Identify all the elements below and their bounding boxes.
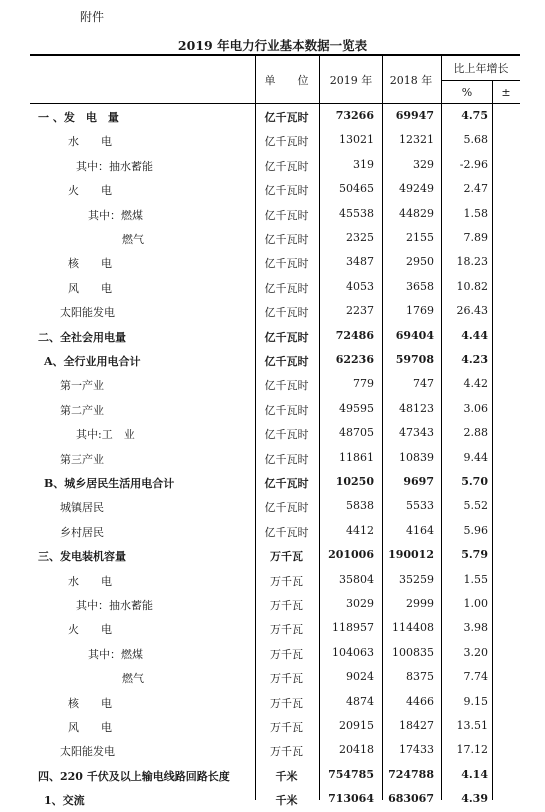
row-growth-percent: 1.55 — [463, 572, 488, 586]
row-value-2018: 2950 — [406, 255, 434, 269]
row-value-2019: 4053 — [346, 279, 374, 293]
row-value-2018: 4466 — [406, 694, 434, 708]
row-unit: 亿千瓦时 — [264, 233, 309, 246]
table-row — [30, 446, 520, 470]
row-value-2018: 44829 — [399, 206, 434, 220]
row-value-2019: 713064 — [328, 792, 374, 806]
row-value-2018: 8375 — [406, 670, 434, 684]
row-value-2019: 3487 — [346, 255, 374, 269]
row-growth-percent: 9.15 — [463, 694, 488, 708]
row-unit: 亿千瓦时 — [264, 452, 309, 466]
table-row — [30, 104, 520, 128]
row-unit: 亿千瓦时 — [264, 403, 309, 417]
row-growth-percent: 3.06 — [463, 401, 488, 415]
row-growth-percent: 5.79 — [461, 548, 488, 562]
header-percent: % — [461, 86, 473, 99]
row-value-2018: 724788 — [388, 767, 434, 781]
table-row — [30, 202, 520, 226]
table-row — [30, 543, 520, 567]
row-label: 乡村居民 — [60, 525, 104, 539]
row-label: 1、交流 — [44, 794, 85, 808]
row-unit: 千米 — [275, 769, 298, 783]
row-value-2019: 11861 — [339, 450, 374, 464]
row-label: 风 电 — [68, 281, 112, 295]
row-unit: 亿千瓦时 — [264, 525, 309, 539]
row-unit: 亿千瓦时 — [264, 501, 309, 515]
table-row — [30, 738, 520, 762]
row-value-2019: 754785 — [328, 767, 374, 781]
header-growth: 比上年增长 — [453, 62, 509, 75]
row-label: 火 电 — [68, 623, 112, 637]
row-growth-percent: 7.74 — [463, 670, 488, 684]
row-value-2018: 48123 — [399, 401, 434, 415]
row-value-2018: 69947 — [395, 109, 434, 122]
row-growth-percent: 3.20 — [463, 645, 488, 659]
row-label: 太阳能发电 — [60, 306, 115, 320]
row-unit: 亿千瓦时 — [264, 477, 309, 490]
row-unit: 万千瓦 — [270, 647, 303, 661]
row-growth-percent: 5.70 — [461, 475, 488, 488]
row-value-2019: 35804 — [339, 572, 374, 586]
table-row — [30, 153, 520, 177]
row-value-2018: 69404 — [395, 328, 434, 342]
row-unit: 亿千瓦时 — [264, 281, 309, 295]
row-growth-percent: -2.96 — [459, 157, 488, 171]
row-value-2019: 20915 — [339, 719, 374, 732]
row-unit: 万千瓦 — [270, 550, 303, 564]
row-growth-percent: 10.82 — [456, 279, 488, 293]
row-growth-percent: 4.23 — [461, 353, 488, 366]
row-value-2019: 9024 — [346, 670, 374, 684]
row-value-2018: 114408 — [392, 621, 434, 635]
table-row — [30, 348, 520, 372]
row-unit: 亿千瓦时 — [264, 379, 309, 393]
row-value-2018: 59708 — [395, 353, 434, 366]
row-value-2018: 10839 — [399, 450, 434, 464]
table-row — [30, 299, 520, 323]
table-row — [30, 250, 520, 274]
row-value-2019: 4874 — [346, 694, 374, 708]
table-row — [30, 714, 520, 738]
row-value-2018: 329 — [413, 157, 434, 171]
row-label: 其中：燃煤 — [88, 208, 143, 222]
row-unit: 万千瓦 — [270, 745, 303, 759]
row-unit: 万千瓦 — [270, 696, 303, 710]
row-value-2019: 13021 — [339, 133, 374, 147]
row-value-2019: 50465 — [339, 182, 374, 196]
table-row — [30, 128, 520, 152]
table-row — [30, 324, 520, 348]
row-unit: 亿千瓦时 — [264, 135, 309, 149]
row-value-2018: 5533 — [406, 499, 434, 513]
attachment-label: 附件 — [80, 10, 105, 24]
table-row — [30, 275, 520, 299]
row-label: 一 、发 电 量 — [38, 111, 119, 124]
table-row — [30, 568, 520, 592]
row-value-2019: 118957 — [332, 621, 374, 635]
row-label: 燃气 — [122, 233, 144, 246]
row-value-2019: 48705 — [339, 426, 374, 440]
row-label: 其中：燃煤 — [88, 647, 143, 661]
row-value-2019: 2237 — [346, 304, 374, 318]
row-value-2018: 683067 — [388, 792, 434, 806]
row-growth-percent: 3.98 — [463, 621, 488, 635]
row-unit: 万千瓦 — [270, 672, 303, 686]
table-row — [30, 226, 520, 250]
row-label: 核 电 — [68, 257, 112, 271]
row-unit: 亿千瓦时 — [264, 306, 309, 320]
table-row — [30, 470, 520, 494]
row-value-2019: 62236 — [335, 353, 374, 366]
row-value-2019: 779 — [353, 377, 374, 391]
table-row — [30, 690, 520, 714]
page-title: 2019 年电力行业基本数据一览表 — [177, 38, 368, 53]
row-growth-percent: 4.39 — [461, 792, 488, 806]
table-row — [30, 177, 520, 201]
row-value-2018: 2999 — [406, 597, 434, 610]
growth-sub-rule — [442, 80, 520, 81]
row-label: 火 电 — [68, 184, 112, 198]
row-growth-percent: 17.12 — [456, 743, 488, 757]
row-value-2018: 18427 — [399, 719, 434, 732]
row-growth-percent: 4.42 — [463, 377, 488, 391]
row-label: 燃气 — [122, 672, 144, 686]
row-unit: 万千瓦 — [270, 599, 303, 612]
row-value-2019: 104063 — [332, 645, 374, 659]
row-unit: 亿千瓦时 — [264, 111, 309, 124]
row-value-2018: 1769 — [406, 304, 434, 318]
row-unit: 千米 — [275, 794, 298, 808]
table-top-rule — [30, 54, 520, 56]
row-growth-percent: 13.51 — [456, 719, 488, 732]
row-growth-percent: 4.14 — [461, 767, 488, 781]
row-label: 四、220 千伏及以上输电线路回路长度 — [38, 769, 230, 783]
row-value-2018: 17433 — [399, 743, 434, 757]
table-row — [30, 616, 520, 640]
row-value-2019: 2325 — [346, 231, 374, 244]
table-row — [30, 372, 520, 396]
row-value-2019: 72486 — [335, 328, 374, 342]
row-unit: 亿千瓦时 — [264, 208, 309, 222]
row-label: 第二产业 — [60, 403, 104, 417]
row-growth-percent: 9.44 — [463, 450, 488, 464]
row-value-2018: 35259 — [399, 572, 434, 586]
row-growth-percent: 5.52 — [463, 499, 488, 513]
row-label: 其中：抽水蓄能 — [76, 599, 153, 612]
row-label: 第一产业 — [60, 379, 104, 393]
row-value-2019: 45538 — [339, 206, 374, 220]
row-growth-percent: 1.00 — [463, 597, 488, 610]
row-label: 二、全社会用电量 — [38, 330, 126, 344]
row-value-2019: 319 — [353, 157, 374, 171]
row-label: 城镇居民 — [60, 501, 104, 515]
row-value-2018: 12321 — [399, 133, 434, 147]
row-unit: 万千瓦 — [270, 721, 303, 734]
row-unit: 万千瓦 — [270, 623, 303, 637]
table-row — [30, 641, 520, 665]
row-value-2019: 49595 — [339, 401, 374, 415]
row-unit: 亿千瓦时 — [264, 184, 309, 198]
row-value-2018: 747 — [413, 377, 434, 391]
table-row — [30, 519, 520, 543]
row-label: 其中：抽水蓄能 — [76, 159, 153, 173]
header-2019: 2019 年 — [329, 74, 373, 87]
row-growth-percent: 4.75 — [461, 109, 488, 122]
row-value-2018: 4164 — [406, 523, 434, 537]
table-row — [30, 592, 520, 616]
row-value-2018: 47343 — [399, 426, 434, 440]
row-label: 太阳能发电 — [60, 745, 115, 759]
row-value-2019: 4412 — [346, 523, 374, 537]
row-unit: 亿千瓦时 — [264, 355, 309, 368]
row-value-2018: 9697 — [403, 475, 434, 488]
table-row — [30, 665, 520, 689]
row-label: A、全行业用电合计 — [44, 355, 141, 368]
row-label: 三、发电装机容量 — [38, 550, 126, 564]
row-value-2019: 201006 — [328, 548, 374, 562]
header-2018: 2018 年 — [389, 74, 433, 87]
row-value-2018: 190012 — [388, 548, 434, 562]
row-unit: 亿千瓦时 — [264, 428, 309, 442]
row-value-2019: 20418 — [339, 743, 374, 757]
table-row — [30, 787, 520, 811]
row-growth-percent: 4.44 — [461, 328, 488, 342]
row-unit: 万千瓦 — [270, 574, 303, 588]
row-label: 其中:工 业 — [76, 428, 135, 442]
row-growth-percent: 2.47 — [463, 182, 488, 196]
header-unit: 单 位 — [264, 74, 309, 87]
row-growth-percent: 2.88 — [463, 426, 488, 440]
row-growth-percent: 1.58 — [463, 206, 488, 220]
row-label: 核 电 — [68, 696, 112, 710]
row-label: 水 电 — [68, 574, 112, 588]
row-value-2018: 2155 — [406, 231, 434, 244]
row-growth-percent: 5.68 — [463, 133, 488, 147]
header-plus-minus: ± — [501, 86, 511, 99]
row-value-2019: 10250 — [335, 475, 374, 488]
row-growth-percent: 7.89 — [463, 231, 488, 244]
row-unit: 亿千瓦时 — [264, 257, 309, 271]
table-row — [30, 494, 520, 518]
table-row — [30, 397, 520, 421]
row-growth-percent: 18.23 — [456, 255, 488, 269]
row-label: 水 电 — [68, 135, 112, 149]
row-growth-percent: 5.96 — [463, 523, 488, 537]
table-row — [30, 421, 520, 445]
row-value-2019: 5838 — [346, 499, 374, 513]
row-label: 风 电 — [68, 721, 112, 734]
row-value-2018: 100835 — [392, 645, 434, 659]
row-unit: 亿千瓦时 — [264, 330, 309, 344]
row-growth-percent: 26.43 — [456, 304, 488, 318]
row-unit: 亿千瓦时 — [264, 159, 309, 173]
row-value-2019: 3029 — [346, 597, 374, 610]
row-value-2018: 3658 — [406, 279, 434, 293]
row-label: B、城乡居民生活用电合计 — [44, 477, 175, 490]
row-label: 第三产业 — [60, 452, 104, 466]
row-value-2019: 73266 — [335, 109, 374, 122]
row-value-2018: 49249 — [399, 182, 434, 196]
table-row — [30, 763, 520, 787]
